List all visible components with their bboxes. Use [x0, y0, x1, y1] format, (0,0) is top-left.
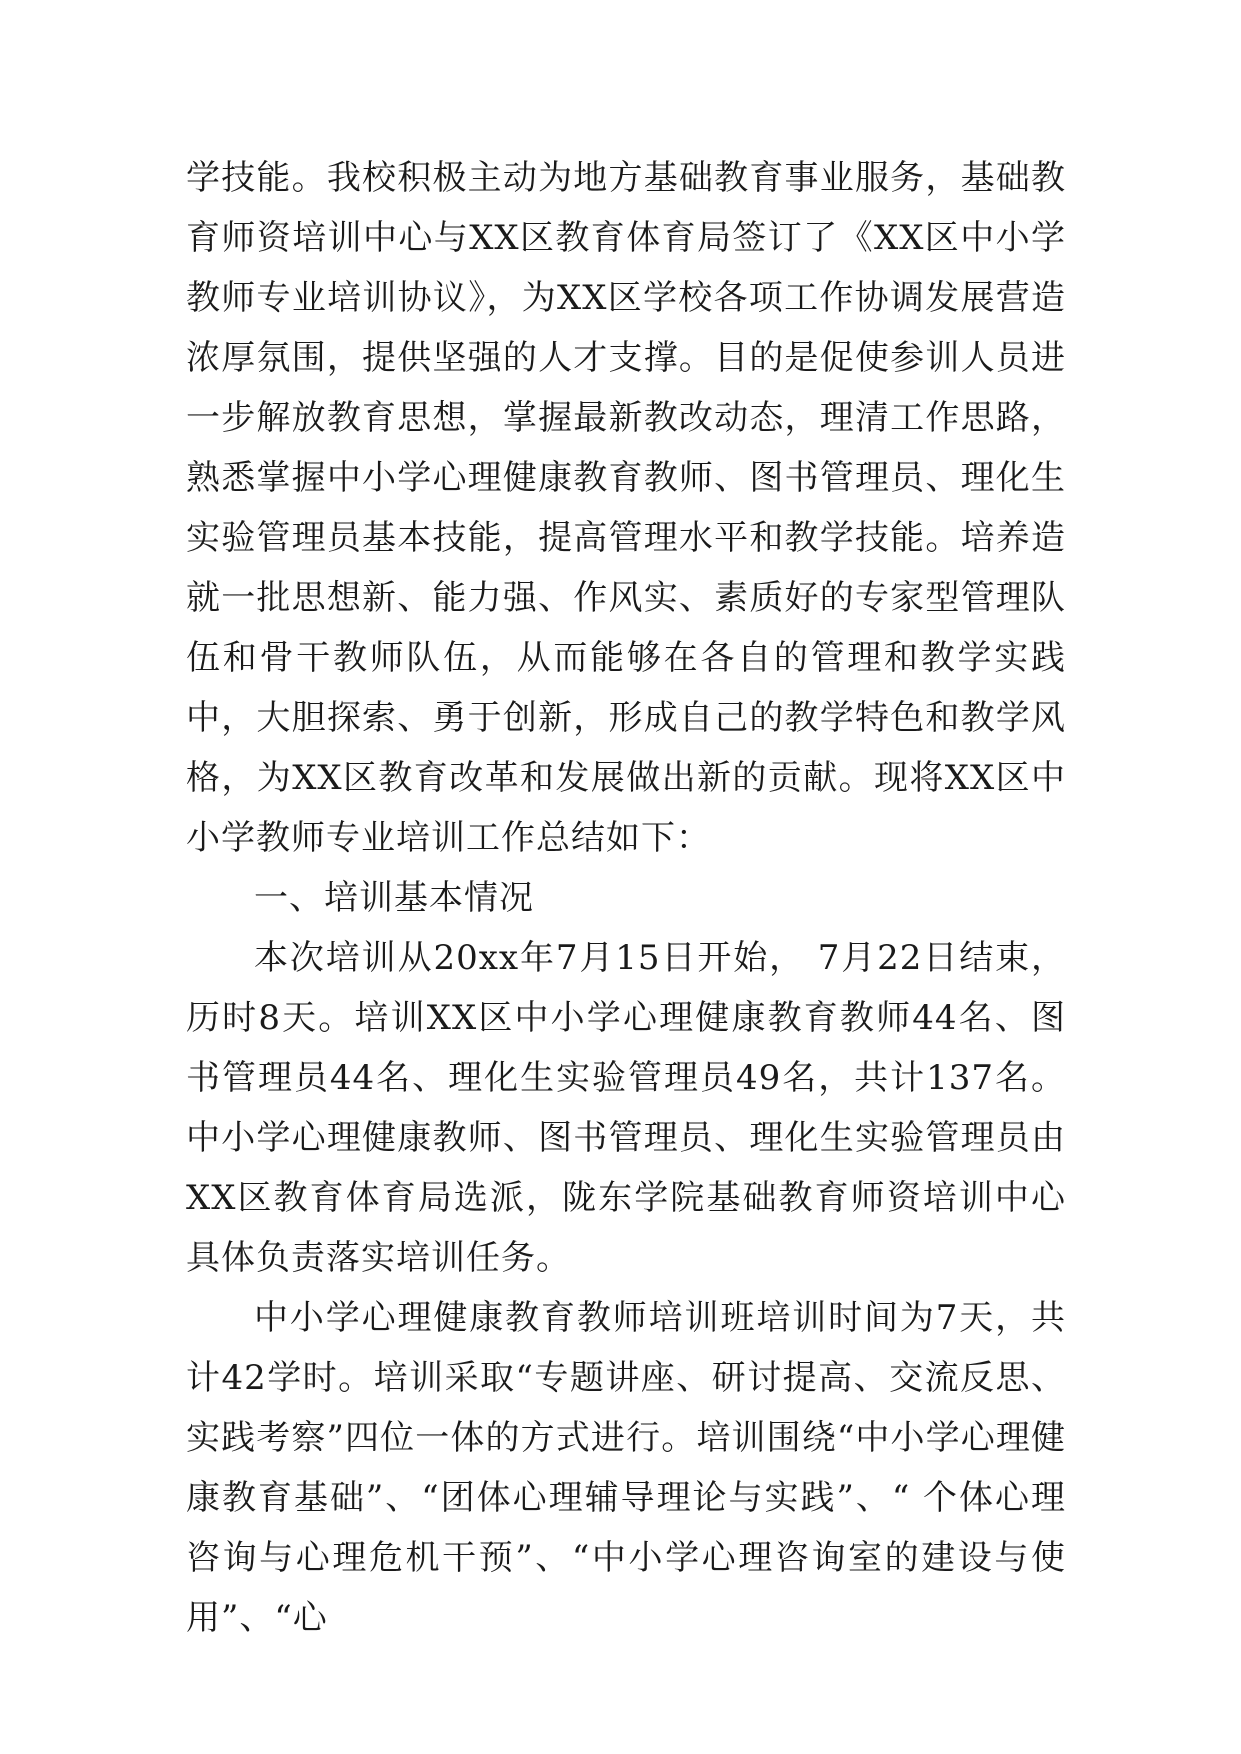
paragraph-mental-health-training: 中小学心理健康教育教师培训班培训时间为7天，共计42学时。培训采取“专题讲座、研讨提高、交流反思、实践考察”四位一体的方式进行。培训围绕“中小学心理健康教育基础”、“团体心理辅导理论与实践”、“ 个体心理咨询与心理危机干预”、“中小学心理咨询室的建设与使用”、“心 [186, 1298, 1066, 1638]
paragraph-intro-continuation: 学技能。我校积极主动为地方基础教育事业服务，基础教育师资培训中心与XX区教育体育局签订了《XX区中小学教师专业培训协议》，为XX区学校各项工作协调发展营造浓厚氛围，提供坚强的人才支撑。目的是促使参训人员进一步解放教育思想，掌握最新教改动态，理清工作思路，熟悉掌握中小学心理健康教育教师、图书管理员、理化生实验管理员基本技能，提高管理水平和教学技能。培养造就一批思想新、能力强、作风实、素质好的专家型管理队伍和骨干教师队伍，从而能够在各自的管理和教学实践中，大胆探索、勇于创新，形成自己的教学特色和教学风格，为XX区教育改革和发展做出新的贡献。现将XX区中小学教师专业培训工作总结如下： [186, 158, 1066, 858]
paragraph-training-overview: 本次培训从20xx年7月15日开始， 7月22日结束，历时8天。培训XX区中小学心理健康教育教师44名、图书管理员44名、理化生实验管理员49名，共计137名。中小学心理健康教师、图书管理员、理化生实验管理员由XX区教育体育局选派，陇东学院基础教育师资培训中心具体负责落实培训任务。 [186, 938, 1066, 1278]
section-heading-basic-situation: 一、培训基本情况 [254, 878, 534, 918]
document-body [186, 148, 1066, 1648]
